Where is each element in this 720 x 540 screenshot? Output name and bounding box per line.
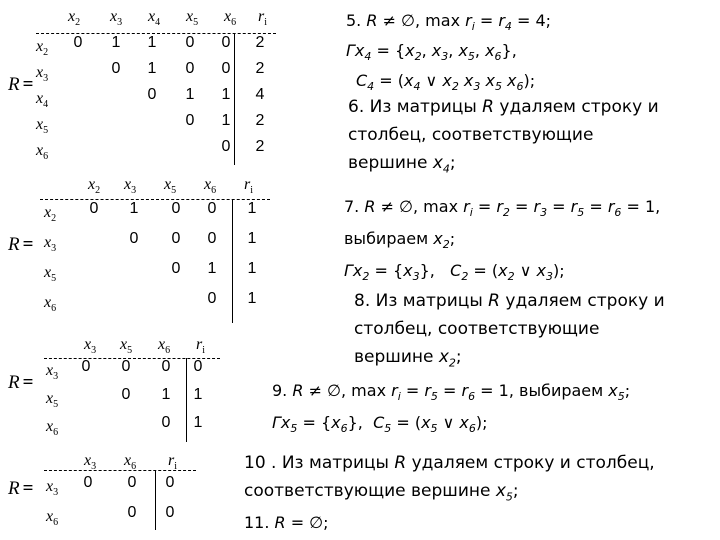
matrix-2-cell: 0 [171,260,181,277]
matrix-1-cell: 2 [255,112,265,129]
matrix-2-row-header: $x_3$ [44,234,57,254]
matrix-2-cell: 0 [207,290,217,307]
matrix-3-cell: 0 [81,358,91,375]
matrix-1-row-header: $x_4$ [36,90,49,110]
matrix-4-cell: 0 [83,474,93,491]
matrix-2-col-header: $x_2$ [88,176,101,196]
matrix-4-col-header: $x_6$ [124,452,137,472]
step-9-line-1: 9. R ≠ ∅, $\max r_i = r_5 = r_6 = 1$, выбираем $x_5$; [272,381,631,404]
matrix-4-row-header: $x_6$ [46,508,59,528]
matrix-3-cell: 1 [193,386,203,403]
matrix-1-col-header: $x_6$ [224,8,237,28]
matrix-1-cell: 1 [111,34,121,51]
matrix-4-cell: 0 [127,474,137,491]
matrix-1-cell: 4 [255,86,265,103]
matrix-3-col-header: $x_5$ [120,336,133,356]
matrix-3-row-header: $x_5$ [46,390,59,410]
matrix-1-cell: 1 [221,86,231,103]
matrix-1-cell: 0 [221,138,231,155]
matrix-1-cell: 1 [185,86,195,103]
matrix-3-cell: 0 [193,358,203,375]
matrix-1-col-header: $x_4$ [148,8,161,28]
matrix-1-col-header: $x_3$ [110,8,123,28]
matrix-4-cell: 0 [165,504,175,521]
matrix-3-cell: 1 [193,414,203,431]
matrix-1-col-header: $x_2$ [68,8,81,28]
matrix-2-cell: 0 [129,230,139,247]
matrix-1-cell: 2 [255,60,265,77]
matrix-4-separator [155,470,156,530]
matrix-2-cell: 0 [207,200,217,217]
step-6-line-2: столбец, соответствующие [348,125,594,145]
matrix-2-cell: 1 [247,290,257,307]
matrix-1-cell: 1 [221,112,231,129]
step-5-line-1: 5. R ≠ ∅, $\max r_i = r_4 = 4$; [346,11,552,34]
step-5-line-2: $Гx_4 = \{x_2$, $x_3$, $x_5$, $x_6$}, [346,41,517,64]
matrix-3-separator [186,358,187,442]
matrix-1-label: R = [8,74,34,95]
matrix-4-col-header: $x_3$ [84,452,97,472]
matrix-3-col-header: $x_6$ [158,336,171,356]
matrix-3-col-header: $r_i$ [196,336,206,356]
matrix-2-cell: 0 [89,200,99,217]
step-10-line-1: 10 . Из матрицы R удаляем строку и столбец, [244,453,655,473]
matrix-1-cell: 0 [185,112,195,129]
matrix-2-header-rule [40,199,270,200]
matrix-2-label: R = [8,234,34,255]
step-9-line-2: $Гx_5 = \{x_6\}$, $C_5 = (x_5$ ∨ $x_6$); [272,413,488,436]
matrix-1-cell: 0 [147,86,157,103]
matrix-2-cell: 1 [247,230,257,247]
matrix-1-row-header: $x_5$ [36,116,49,136]
matrix-1-cell: 1 [147,34,157,51]
matrix-2-cell: 1 [247,260,257,277]
matrix-1-cell: 0 [221,34,231,51]
step-11-line-1: 11. R = ∅; [244,513,329,532]
matrix-1-col-header: $x_5$ [186,8,199,28]
matrix-4-col-header: $r_i$ [168,452,178,472]
matrix-2-col-header: $x_5$ [164,176,177,196]
matrix-2-cell: 0 [171,230,181,247]
step-7-line-3: $Гx_2 = \{x_3\}$, $C_2 = (x_2$ ∨ $x_3$); [344,261,565,284]
matrix-2-cell: 1 [207,260,217,277]
step-7-line-1: 7. R ≠ ∅, $\max r_i = r_2 = r_3 = r_5 = r_6 = 1$, [344,197,661,220]
step-6-line-3: вершине $x_4$; [348,153,456,176]
matrix-2-separator [232,199,233,323]
matrix-1-row-header: $x_2$ [36,38,49,58]
matrix-1-col-header: $r_i$ [258,8,268,28]
matrix-1-cell: 0 [185,60,195,77]
matrix-1-row-header: $x_6$ [36,142,49,162]
step-6-line-1: 6. Из матрицы R удаляем строку и [348,97,659,117]
matrix-2-cell: 0 [207,230,217,247]
matrix-4-cell: 0 [127,504,137,521]
step-5-line-3: $C_4 = (x_4$ ∨ $x_2$ $x_3$ $x_5$ $x_6$); [356,71,536,94]
matrix-2-col-header: $x_3$ [124,176,137,196]
matrix-2-row-header: $x_2$ [44,204,57,224]
matrix-3-cell: 0 [161,414,171,431]
matrix-1-cell: 0 [111,60,121,77]
step-7-line-2: выбираем $x_2$; [344,229,456,252]
matrix-1-cell: 1 [147,60,157,77]
step-8-line-2: столбец, соответствующие [354,319,600,339]
matrix-4-row-header: $x_3$ [46,478,59,498]
matrix-1-cell: 0 [185,34,195,51]
matrix-2-col-header: $r_i$ [244,176,254,196]
matrix-3-label: R = [8,372,34,393]
matrix-4-label: R = [8,478,34,499]
matrix-2-row-header: $x_6$ [44,294,57,314]
step-8-line-1: 8. Из матрицы R удаляем строку и [354,291,665,311]
matrix-2-cell: 1 [247,200,257,217]
matrix-3-row-header: $x_3$ [46,362,59,382]
step-10-line-2: соответствующие вершине $x_5$; [244,481,519,504]
matrix-2-col-header: $x_6$ [204,176,217,196]
matrix-3-cell: 0 [121,386,131,403]
matrix-1-cell: 2 [255,138,265,155]
matrix-1-cell: 2 [255,34,265,51]
matrix-4-cell: 0 [165,474,175,491]
matrix-1-row-header: $x_3$ [36,64,49,84]
matrix-2-cell: 1 [129,200,139,217]
matrix-2-row-header: $x_5$ [44,264,57,284]
matrix-3-cell: 0 [121,358,131,375]
step-8-line-3: вершине $x_2$; [354,347,462,370]
matrix-3-row-header: $x_6$ [46,418,59,438]
matrix-3-cell: 0 [161,358,171,375]
matrix-3-col-header: $x_3$ [84,336,97,356]
matrix-3-cell: 1 [161,386,171,403]
matrix-2-cell: 0 [171,200,181,217]
matrix-1-cell: 0 [73,34,83,51]
matrix-1-cell: 0 [221,60,231,77]
